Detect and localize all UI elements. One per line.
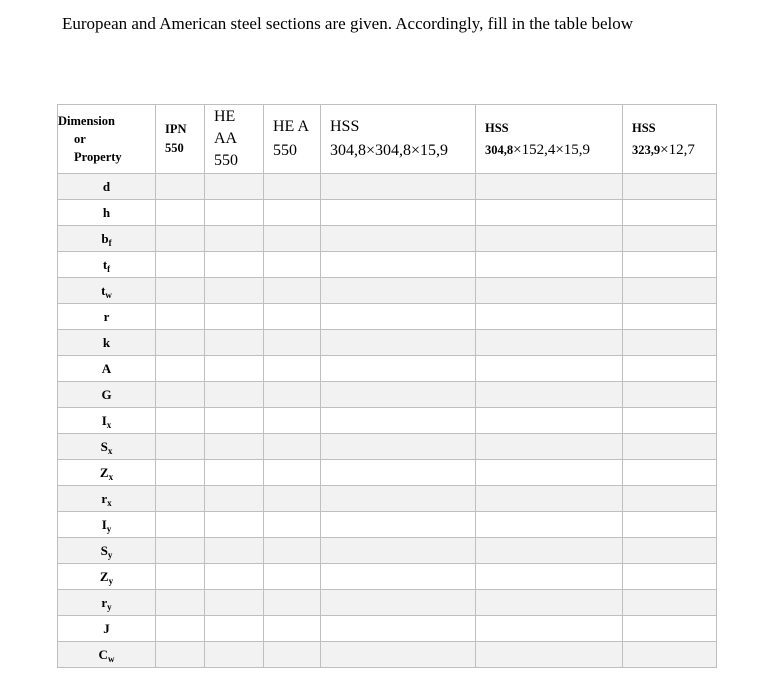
value-cell[interactable] bbox=[205, 486, 264, 512]
table-row bbox=[58, 382, 717, 408]
property-subscript: f bbox=[108, 237, 112, 248]
value-cell[interactable] bbox=[156, 304, 205, 330]
value-cell[interactable] bbox=[205, 226, 264, 252]
row-property-label bbox=[58, 278, 156, 304]
value-cell[interactable] bbox=[623, 278, 717, 304]
value-cell[interactable] bbox=[156, 382, 205, 408]
instruction-text: European and American steel sections are given. Accordingly, fill in the table below bbox=[62, 14, 634, 33]
value-cell[interactable] bbox=[156, 642, 205, 668]
value-cell[interactable] bbox=[476, 538, 623, 564]
property-subscript: y bbox=[107, 601, 112, 612]
value-cell[interactable] bbox=[321, 252, 476, 278]
value-cell[interactable] bbox=[264, 200, 321, 226]
value-cell[interactable] bbox=[156, 200, 205, 226]
property-symbol: S bbox=[100, 438, 108, 454]
property-subscript: y bbox=[108, 575, 114, 586]
table-row bbox=[58, 512, 717, 538]
row-property-label bbox=[58, 512, 156, 538]
header-hss3-line1: HSS bbox=[632, 121, 656, 135]
row-property-label bbox=[58, 382, 156, 408]
value-cell[interactable] bbox=[264, 512, 321, 538]
header-hea-line2: 550 bbox=[273, 142, 297, 159]
row-property-label bbox=[58, 538, 156, 564]
header-hea-line1: HE A bbox=[273, 118, 309, 135]
row-property-label bbox=[58, 330, 156, 356]
header-hss1-line1: HSS bbox=[330, 118, 360, 135]
value-cell[interactable] bbox=[321, 278, 476, 304]
property-symbol: b bbox=[101, 230, 109, 246]
value-cell[interactable] bbox=[321, 642, 476, 668]
value-cell[interactable] bbox=[205, 174, 264, 200]
property-subscript: y bbox=[107, 549, 113, 560]
table-row bbox=[58, 278, 717, 304]
value-cell[interactable] bbox=[264, 252, 321, 278]
value-cell[interactable] bbox=[476, 486, 623, 512]
property-symbol: h bbox=[102, 204, 111, 220]
row-property-label bbox=[58, 564, 156, 590]
row-property-label bbox=[58, 486, 156, 512]
value-cell[interactable] bbox=[156, 252, 205, 278]
value-cell[interactable] bbox=[156, 356, 205, 382]
header-heaa-line1: HE bbox=[214, 108, 236, 125]
table-row bbox=[58, 226, 717, 252]
value-cell[interactable] bbox=[321, 330, 476, 356]
header-dimension-or-property bbox=[58, 105, 156, 174]
table-row bbox=[58, 408, 717, 434]
value-cell[interactable] bbox=[156, 486, 205, 512]
value-cell[interactable] bbox=[321, 538, 476, 564]
header-hss3-line2 bbox=[632, 139, 716, 161]
value-cell[interactable] bbox=[476, 564, 623, 590]
value-cell[interactable] bbox=[476, 590, 623, 616]
property-symbol: r bbox=[103, 308, 110, 324]
row-property-label bbox=[58, 434, 156, 460]
value-cell[interactable] bbox=[321, 304, 476, 330]
table-row bbox=[58, 174, 717, 200]
value-cell[interactable] bbox=[476, 330, 623, 356]
table-body bbox=[58, 174, 717, 668]
property-symbol: k bbox=[102, 334, 111, 350]
value-cell[interactable] bbox=[623, 226, 717, 252]
property-symbol: I bbox=[101, 516, 107, 532]
value-cell[interactable] bbox=[623, 460, 717, 486]
value-cell[interactable] bbox=[321, 356, 476, 382]
row-property-label bbox=[58, 226, 156, 252]
row-property-label bbox=[58, 616, 156, 642]
header-hss2-dim-rest: ×152,4×15,9 bbox=[513, 142, 591, 158]
header-ipn-line1: IPN bbox=[165, 122, 187, 136]
value-cell[interactable] bbox=[205, 434, 264, 460]
table-row bbox=[58, 304, 717, 330]
value-cell[interactable] bbox=[321, 174, 476, 200]
row-property-label bbox=[58, 408, 156, 434]
table-row bbox=[58, 252, 717, 278]
table-row bbox=[58, 590, 717, 616]
value-cell[interactable] bbox=[264, 590, 321, 616]
header-dimension-word: Dimension bbox=[58, 114, 115, 128]
value-cell[interactable] bbox=[156, 434, 205, 460]
property-symbol: d bbox=[102, 178, 111, 194]
value-cell[interactable] bbox=[264, 408, 321, 434]
value-cell[interactable] bbox=[321, 200, 476, 226]
value-cell[interactable] bbox=[476, 174, 623, 200]
value-cell[interactable] bbox=[623, 382, 717, 408]
value-cell[interactable] bbox=[264, 356, 321, 382]
value-cell[interactable] bbox=[623, 200, 717, 226]
value-cell[interactable] bbox=[321, 616, 476, 642]
value-cell[interactable] bbox=[623, 330, 717, 356]
value-cell[interactable] bbox=[205, 382, 264, 408]
value-cell[interactable] bbox=[623, 174, 717, 200]
value-cell[interactable] bbox=[476, 616, 623, 642]
value-cell[interactable] bbox=[156, 226, 205, 252]
header-hss2-line2 bbox=[485, 139, 622, 161]
value-cell[interactable] bbox=[623, 252, 717, 278]
header-he-aa-550 bbox=[205, 105, 264, 174]
value-cell[interactable] bbox=[264, 382, 321, 408]
header-ipn-line2: 550 bbox=[165, 141, 184, 155]
table-row bbox=[58, 330, 717, 356]
value-cell[interactable] bbox=[205, 590, 264, 616]
header-property-word: Property bbox=[74, 150, 122, 164]
table-row bbox=[58, 616, 717, 642]
value-cell[interactable] bbox=[623, 590, 717, 616]
value-cell[interactable] bbox=[623, 616, 717, 642]
row-property-label bbox=[58, 304, 156, 330]
value-cell[interactable] bbox=[205, 200, 264, 226]
property-subscript: x bbox=[106, 419, 112, 430]
value-cell[interactable] bbox=[623, 408, 717, 434]
value-cell[interactable] bbox=[156, 564, 205, 590]
header-hss1-line2: 304,8×304,8×15,9 bbox=[330, 142, 449, 159]
property-subscript: w bbox=[105, 289, 112, 300]
value-cell[interactable] bbox=[623, 642, 717, 668]
value-cell[interactable] bbox=[264, 486, 321, 512]
property-subscript: x bbox=[107, 497, 112, 508]
property-symbol: S bbox=[100, 542, 108, 558]
value-cell[interactable] bbox=[623, 538, 717, 564]
table-header-row bbox=[58, 105, 717, 174]
property-symbol: J bbox=[103, 620, 110, 636]
property-subscript: y bbox=[106, 523, 112, 534]
row-property-label bbox=[58, 252, 156, 278]
value-cell[interactable] bbox=[264, 330, 321, 356]
header-hss2-dim-a: 304,8 bbox=[485, 143, 514, 157]
table-row bbox=[58, 642, 717, 668]
value-cell[interactable] bbox=[205, 252, 264, 278]
value-cell[interactable] bbox=[321, 408, 476, 434]
table-row bbox=[58, 356, 717, 382]
row-property-label bbox=[58, 460, 156, 486]
value-cell[interactable] bbox=[205, 278, 264, 304]
property-subscript: x bbox=[108, 471, 114, 482]
value-cell[interactable] bbox=[321, 434, 476, 460]
value-cell[interactable] bbox=[476, 512, 623, 538]
value-cell[interactable] bbox=[156, 278, 205, 304]
table-row bbox=[58, 460, 717, 486]
value-cell[interactable] bbox=[205, 512, 264, 538]
header-hss2-line1: HSS bbox=[485, 121, 509, 135]
value-cell[interactable] bbox=[476, 278, 623, 304]
value-cell[interactable] bbox=[264, 304, 321, 330]
property-subscript: w bbox=[107, 653, 115, 664]
property-symbol: r bbox=[101, 490, 108, 506]
header-hss3-dim-a: 323,9 bbox=[632, 143, 661, 157]
value-cell[interactable] bbox=[476, 200, 623, 226]
property-subscript: x bbox=[107, 445, 113, 456]
property-subscript: f bbox=[107, 263, 111, 274]
value-cell[interactable] bbox=[264, 460, 321, 486]
header-hss-323 bbox=[623, 105, 717, 174]
value-cell[interactable] bbox=[205, 564, 264, 590]
header-ipn-550 bbox=[156, 105, 205, 174]
value-cell[interactable] bbox=[321, 226, 476, 252]
value-cell[interactable] bbox=[264, 226, 321, 252]
value-cell[interactable] bbox=[205, 642, 264, 668]
value-cell[interactable] bbox=[156, 590, 205, 616]
header-hss3-dim-rest: ×12,7 bbox=[660, 142, 695, 158]
value-cell[interactable] bbox=[205, 330, 264, 356]
value-cell[interactable] bbox=[264, 278, 321, 304]
value-cell[interactable] bbox=[623, 512, 717, 538]
value-cell[interactable] bbox=[476, 226, 623, 252]
value-cell[interactable] bbox=[321, 382, 476, 408]
value-cell[interactable] bbox=[205, 538, 264, 564]
property-symbol: G bbox=[101, 386, 112, 402]
value-cell[interactable] bbox=[264, 642, 321, 668]
value-cell[interactable] bbox=[321, 512, 476, 538]
value-cell[interactable] bbox=[205, 408, 264, 434]
table-row bbox=[58, 486, 717, 512]
property-symbol: Z bbox=[99, 464, 109, 480]
value-cell[interactable] bbox=[476, 304, 623, 330]
value-cell[interactable] bbox=[476, 408, 623, 434]
value-cell[interactable] bbox=[476, 642, 623, 668]
property-symbol: r bbox=[101, 594, 108, 610]
section-properties-table bbox=[57, 104, 717, 668]
value-cell[interactable] bbox=[476, 252, 623, 278]
row-property-label bbox=[58, 356, 156, 382]
value-cell[interactable] bbox=[476, 356, 623, 382]
value-cell[interactable] bbox=[623, 356, 717, 382]
property-symbol: t bbox=[101, 282, 106, 298]
property-symbol: Z bbox=[99, 568, 109, 584]
value-cell[interactable] bbox=[264, 538, 321, 564]
header-heaa-line3: 550 bbox=[214, 152, 238, 169]
value-cell[interactable] bbox=[205, 356, 264, 382]
header-heaa-line2: AA bbox=[214, 130, 238, 147]
value-cell[interactable] bbox=[205, 616, 264, 642]
value-cell[interactable] bbox=[623, 486, 717, 512]
value-cell[interactable] bbox=[264, 174, 321, 200]
value-cell[interactable] bbox=[156, 512, 205, 538]
row-property-label bbox=[58, 200, 156, 226]
header-hss-304-152 bbox=[476, 105, 623, 174]
table-row bbox=[58, 434, 717, 460]
row-property-label bbox=[58, 174, 156, 200]
value-cell[interactable] bbox=[476, 460, 623, 486]
value-cell[interactable] bbox=[156, 616, 205, 642]
header-or-word: or bbox=[74, 132, 86, 146]
value-cell[interactable] bbox=[205, 460, 264, 486]
value-cell[interactable] bbox=[264, 564, 321, 590]
table-row bbox=[58, 200, 717, 226]
row-property-label bbox=[58, 642, 156, 668]
value-cell[interactable] bbox=[476, 434, 623, 460]
value-cell[interactable] bbox=[623, 434, 717, 460]
value-cell[interactable] bbox=[623, 304, 717, 330]
table-row bbox=[58, 564, 717, 590]
value-cell[interactable] bbox=[156, 174, 205, 200]
value-cell[interactable] bbox=[264, 616, 321, 642]
value-cell[interactable] bbox=[156, 460, 205, 486]
row-property-label bbox=[58, 590, 156, 616]
value-cell[interactable] bbox=[156, 408, 205, 434]
header-hss-304-304 bbox=[321, 105, 476, 174]
value-cell[interactable] bbox=[321, 460, 476, 486]
value-cell[interactable] bbox=[623, 564, 717, 590]
property-symbol: t bbox=[102, 256, 108, 272]
value-cell[interactable] bbox=[156, 330, 205, 356]
value-cell[interactable] bbox=[156, 538, 205, 564]
header-he-a-550 bbox=[264, 105, 321, 174]
value-cell[interactable] bbox=[321, 590, 476, 616]
property-symbol: A bbox=[101, 360, 112, 376]
value-cell[interactable] bbox=[321, 564, 476, 590]
value-cell[interactable] bbox=[264, 434, 321, 460]
value-cell[interactable] bbox=[476, 382, 623, 408]
value-cell[interactable] bbox=[321, 486, 476, 512]
table-row bbox=[58, 538, 717, 564]
property-symbol: I bbox=[101, 412, 107, 428]
property-symbol: C bbox=[98, 646, 108, 662]
value-cell[interactable] bbox=[205, 304, 264, 330]
